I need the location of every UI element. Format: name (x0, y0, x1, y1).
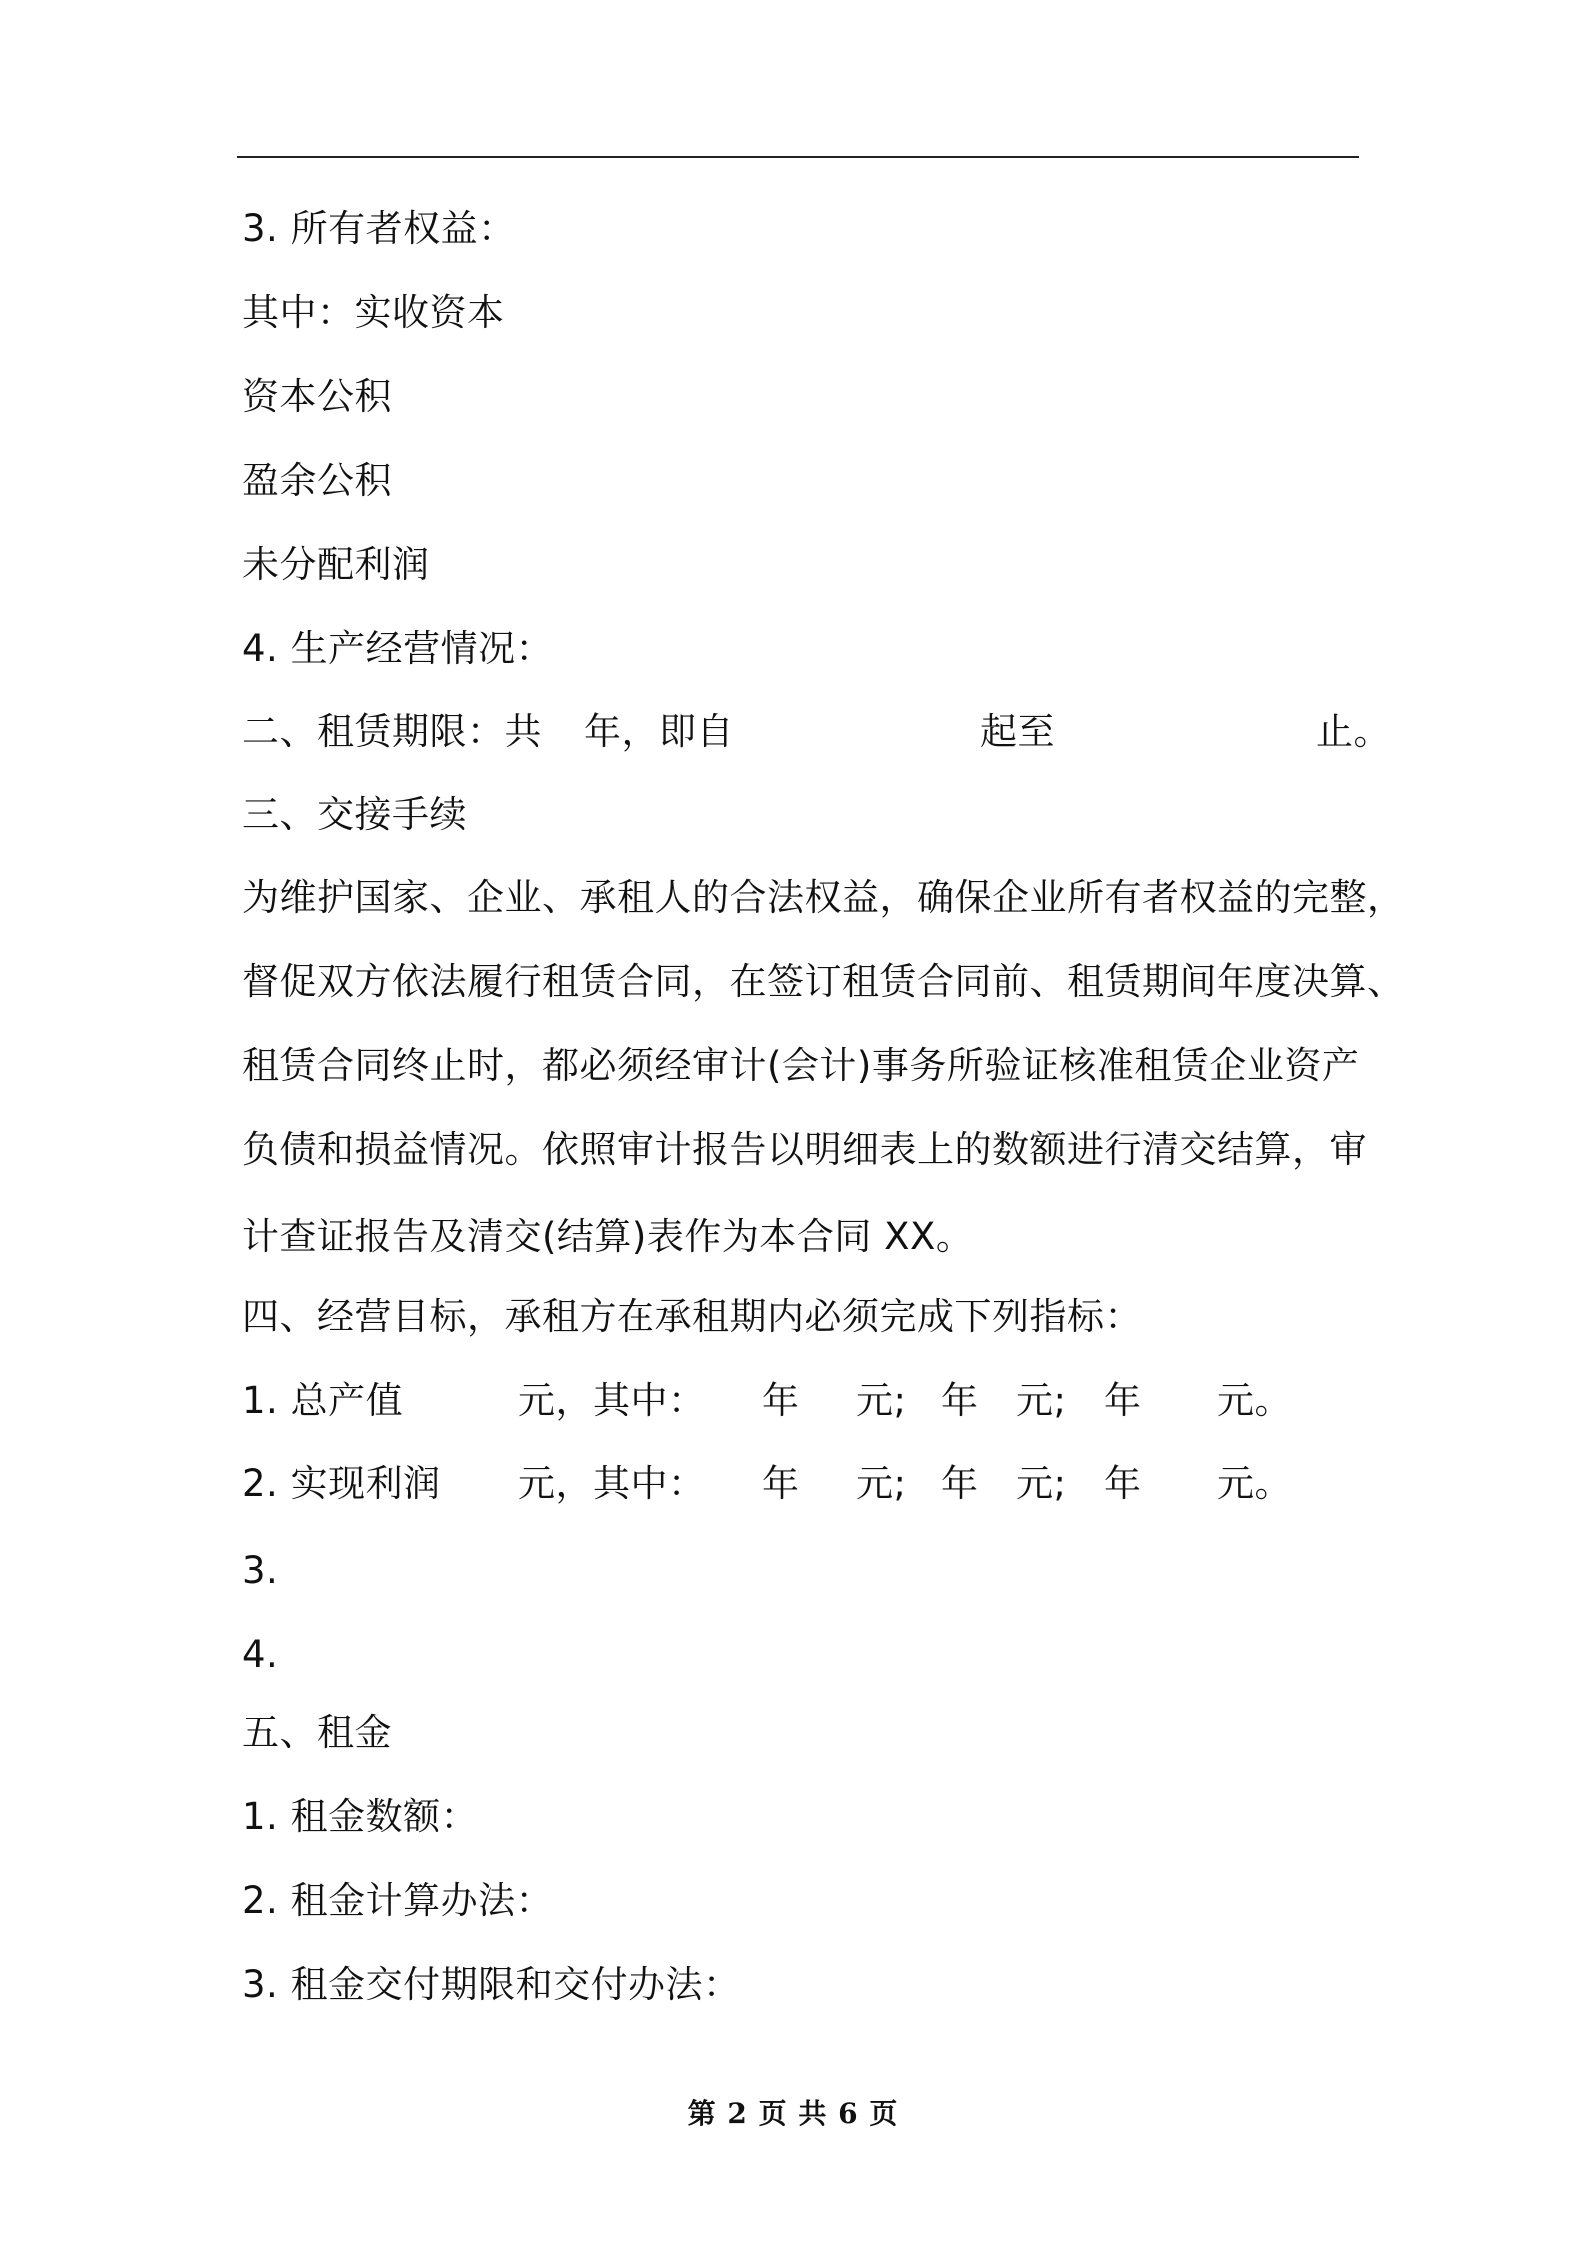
rent-heading: 五、租金 (242, 1711, 392, 1754)
target-profit-year-3: 年 (1104, 1462, 1142, 1505)
target-profit-value-3: 元。 (1217, 1462, 1292, 1505)
target-item-3: 3. (242, 1549, 279, 1592)
target-total-output-year-3: 年 (1104, 1379, 1142, 1422)
target-total-output-value-1: 元; (856, 1379, 907, 1422)
target-total-output-value-3: 元。 (1217, 1379, 1292, 1422)
capital-reserve-line: 资本公积 (242, 375, 392, 418)
lease-term-until: 止。 (1316, 710, 1391, 753)
target-profit-label: 2. 实现利润 (242, 1462, 441, 1505)
handover-paragraph-line-5: 计查证报告及清交(结算)表作为本合同 XX。 (242, 1215, 974, 1258)
rent-payment-terms-line: 3. 租金交付期限和交付办法： (242, 1963, 741, 2006)
owners-equity-heading: 3. 所有者权益： (242, 207, 516, 250)
operations-status-line: 4. 生产经营情况： (242, 627, 554, 670)
handover-paragraph-line-2: 督促双方依法履行租赁合同，在签订租赁合同前、租赁期间年度决算、 (242, 960, 1405, 1003)
handover-paragraph-line-3: 租赁合同终止时，都必须经审计(会计)事务所验证核准租赁企业资产 (242, 1044, 1360, 1087)
page-number-footer: 第 2 页 共 6 页 (687, 2097, 899, 2130)
business-targets-heading: 四、经营目标，承租方在承租期内必须完成下列指标： (242, 1295, 1142, 1338)
paid-in-capital-line: 其中：实收资本 (242, 291, 505, 334)
target-profit-year-1: 年 (762, 1462, 800, 1505)
target-profit-value-1: 元; (856, 1462, 907, 1505)
lease-term-years: 年，即自 (584, 710, 734, 753)
target-total-output-yuan: 元，其中： (518, 1379, 706, 1422)
surplus-reserve-line: 盈余公积 (242, 459, 392, 502)
rent-amount-line: 1. 租金数额： (242, 1795, 479, 1838)
header-rule (237, 156, 1359, 158)
rent-calculation-line: 2. 租金计算办法： (242, 1879, 554, 1922)
target-total-output-value-2: 元; (1016, 1379, 1067, 1422)
target-total-output-year-2: 年 (941, 1379, 979, 1422)
lease-term-label: 二、租赁期限：共 (242, 710, 542, 753)
target-profit-yuan: 元，其中： (518, 1462, 706, 1505)
handover-paragraph-line-4: 负债和损益情况。依照审计报告以明细表上的数额进行清交结算，审 (242, 1128, 1367, 1171)
target-profit-value-2: 元; (1016, 1462, 1067, 1505)
handover-paragraph-line-1: 为维护国家、企业、承租人的合法权益，确保企业所有者权益的完整， (242, 876, 1405, 919)
handover-heading: 三、交接手续 (242, 793, 467, 836)
lease-term-from: 起至 (980, 710, 1055, 753)
target-profit-year-2: 年 (941, 1462, 979, 1505)
undistributed-profit-line: 未分配利润 (242, 543, 430, 586)
target-total-output-year-1: 年 (762, 1379, 800, 1422)
target-item-4: 4. (242, 1633, 279, 1676)
target-total-output-label: 1. 总产值 (242, 1379, 404, 1422)
